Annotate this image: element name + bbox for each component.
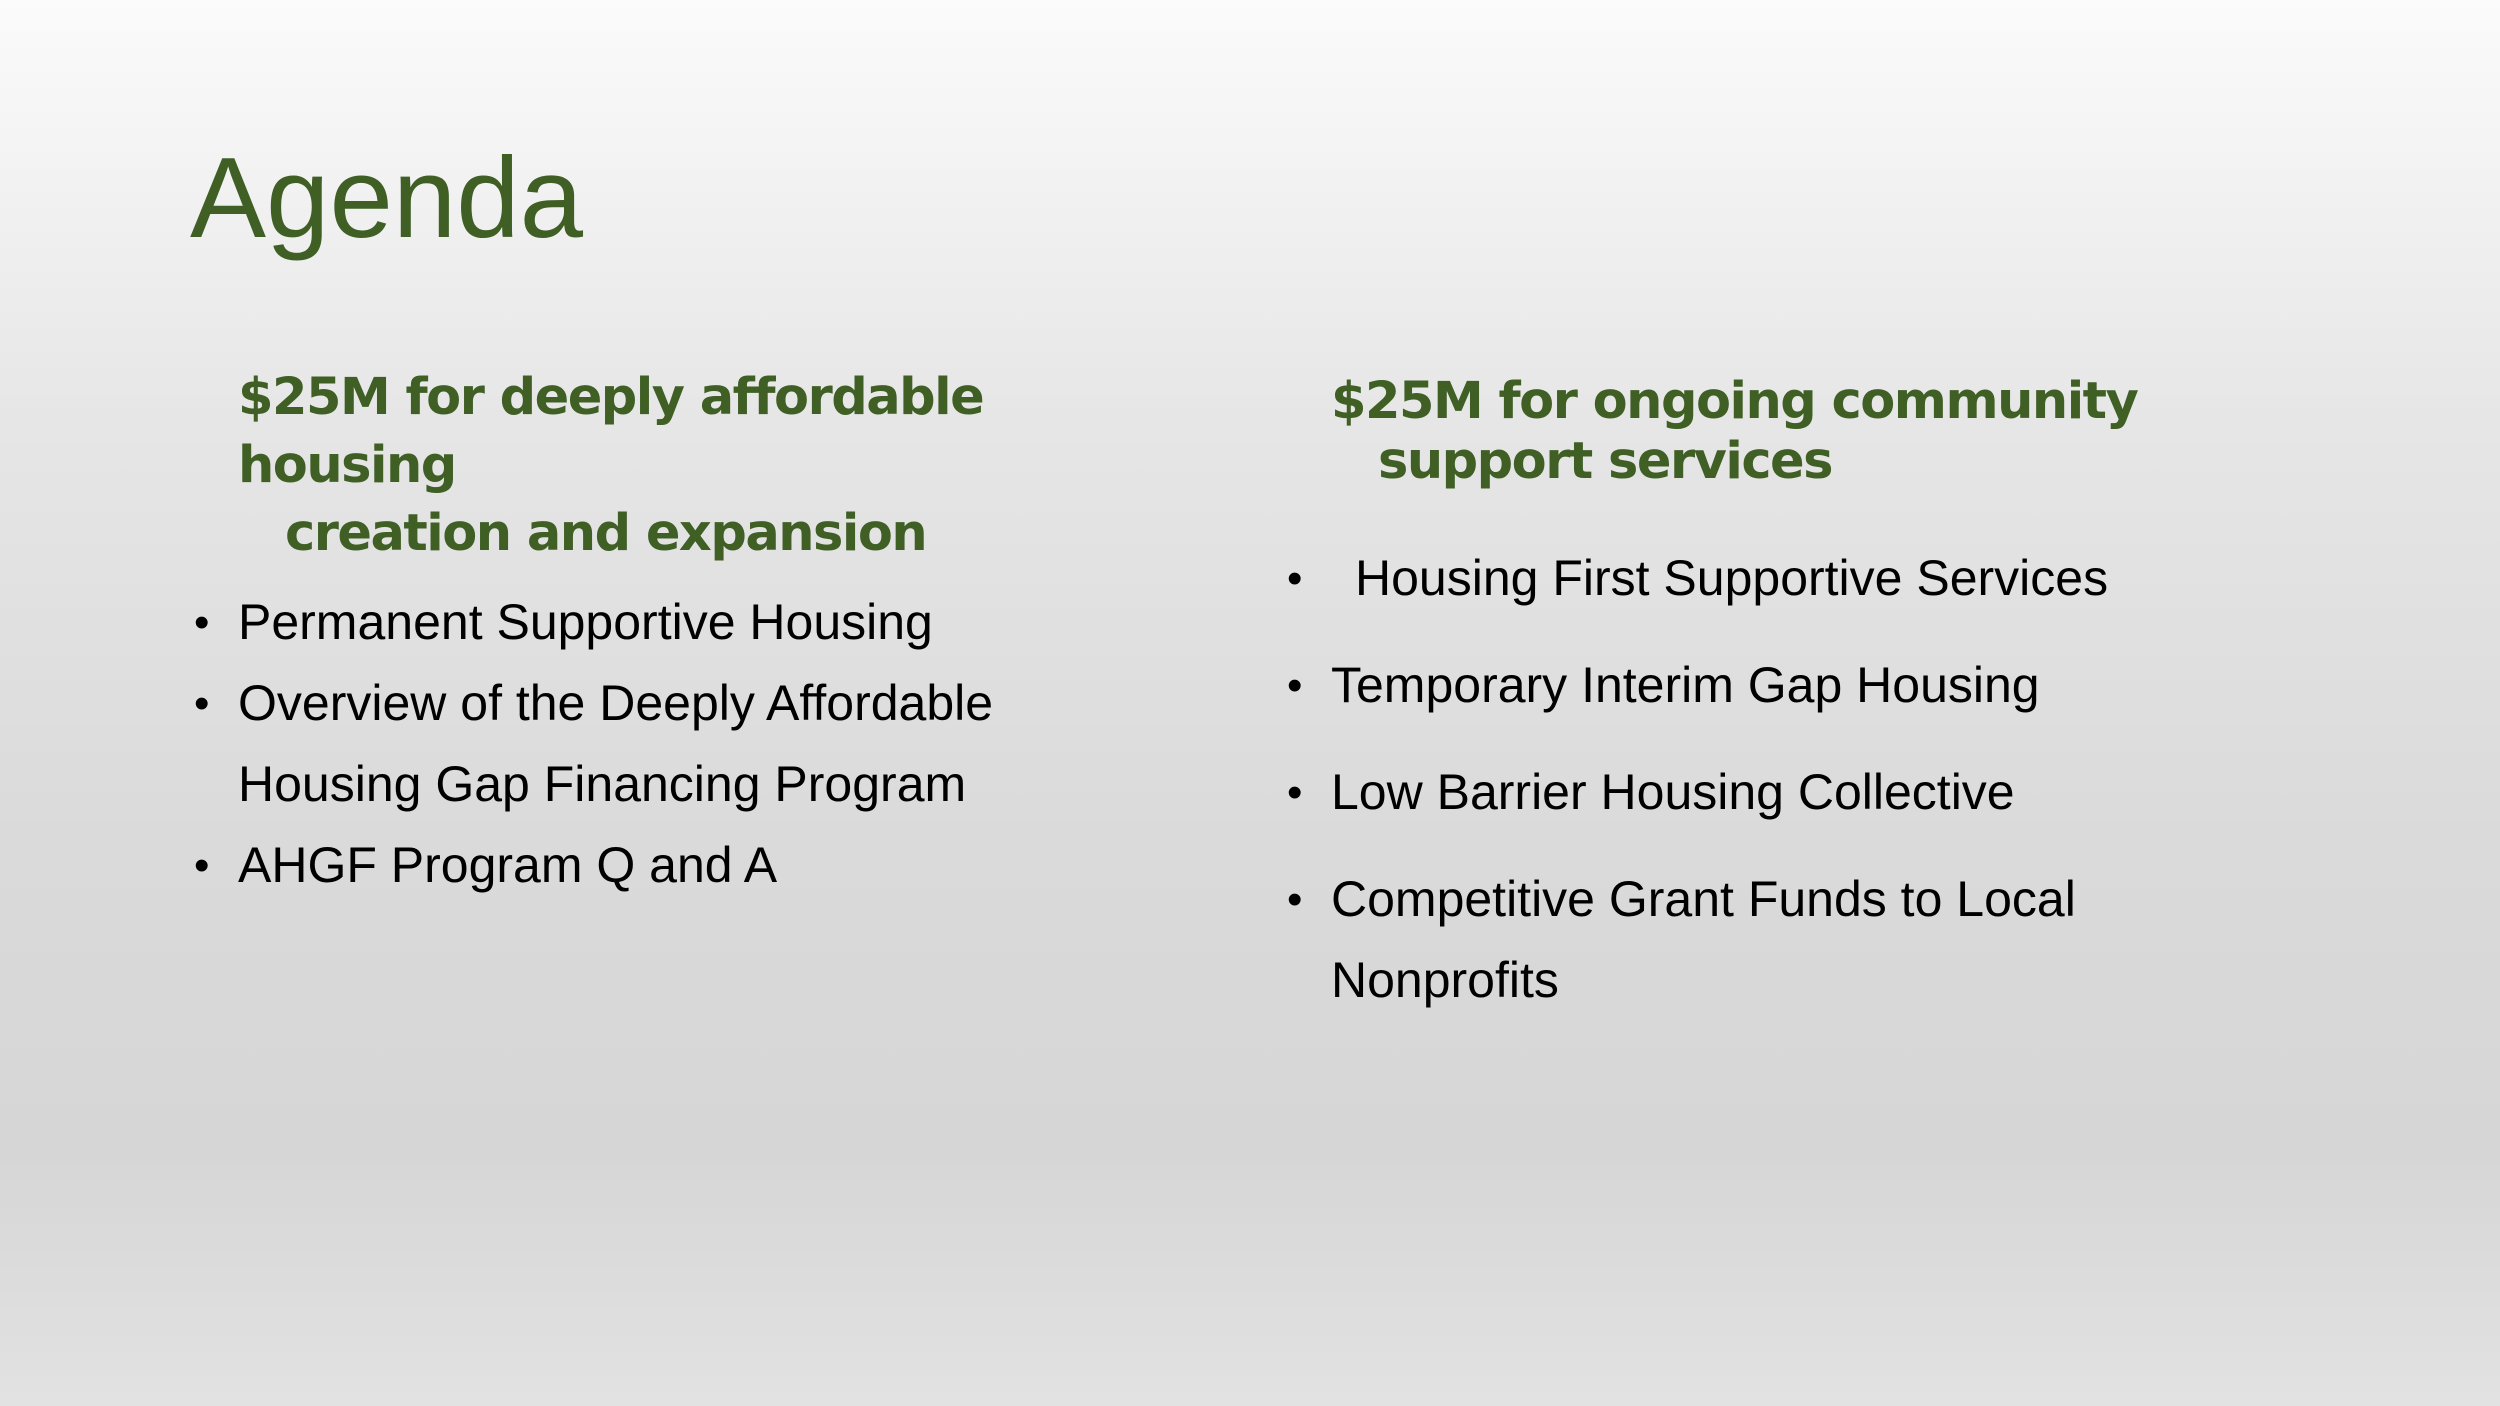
bullet-icon: •: [194, 841, 210, 890]
bullet-icon: •: [1287, 554, 1303, 603]
list-item: [1283, 752, 2283, 833]
right-bullet-list: [1283, 538, 2283, 1021]
list-item-text: AHGF Program Q and A: [238, 837, 778, 893]
list-item-text: Housing First Supportive Services: [1355, 550, 2109, 606]
list-item-text: Overview of the Deeply Affordable Housing Gap Financing Program: [238, 675, 994, 812]
list-item-text: Low Barrier Housing Collective: [1331, 764, 2015, 820]
right-column: [1283, 372, 2283, 1047]
list-item: [1283, 645, 2283, 726]
bullet-icon: •: [194, 679, 210, 728]
list-item: [1283, 538, 2283, 619]
list-item: [190, 825, 1190, 906]
bullet-icon: •: [1287, 661, 1303, 710]
bullet-icon: •: [1287, 768, 1303, 817]
slide-title: Agenda: [190, 135, 584, 262]
right-heading-line1: $25M for ongoing community: [1331, 372, 2138, 431]
left-heading-line2: creation and expansion: [285, 504, 927, 563]
list-item: [190, 663, 1058, 825]
list-item-text: Competitive Grant Funds to Local Nonprofits: [1331, 871, 2076, 1008]
left-column: [190, 364, 1190, 906]
bullet-icon: •: [1287, 875, 1303, 924]
right-heading-line2: support services: [1378, 432, 1833, 491]
left-column-heading: [190, 364, 1190, 568]
list-item-text: Permanent Supportive Housing: [238, 594, 933, 650]
list-item: [1283, 859, 2171, 1021]
left-bullet-list: [190, 582, 1190, 906]
left-heading-line1: $25M for deeply affordable housing: [238, 368, 984, 495]
right-column-heading: [1283, 372, 2283, 492]
list-item-text: Temporary Interim Gap Housing: [1331, 657, 2040, 713]
list-item: [190, 582, 1190, 663]
bullet-icon: •: [194, 598, 210, 647]
